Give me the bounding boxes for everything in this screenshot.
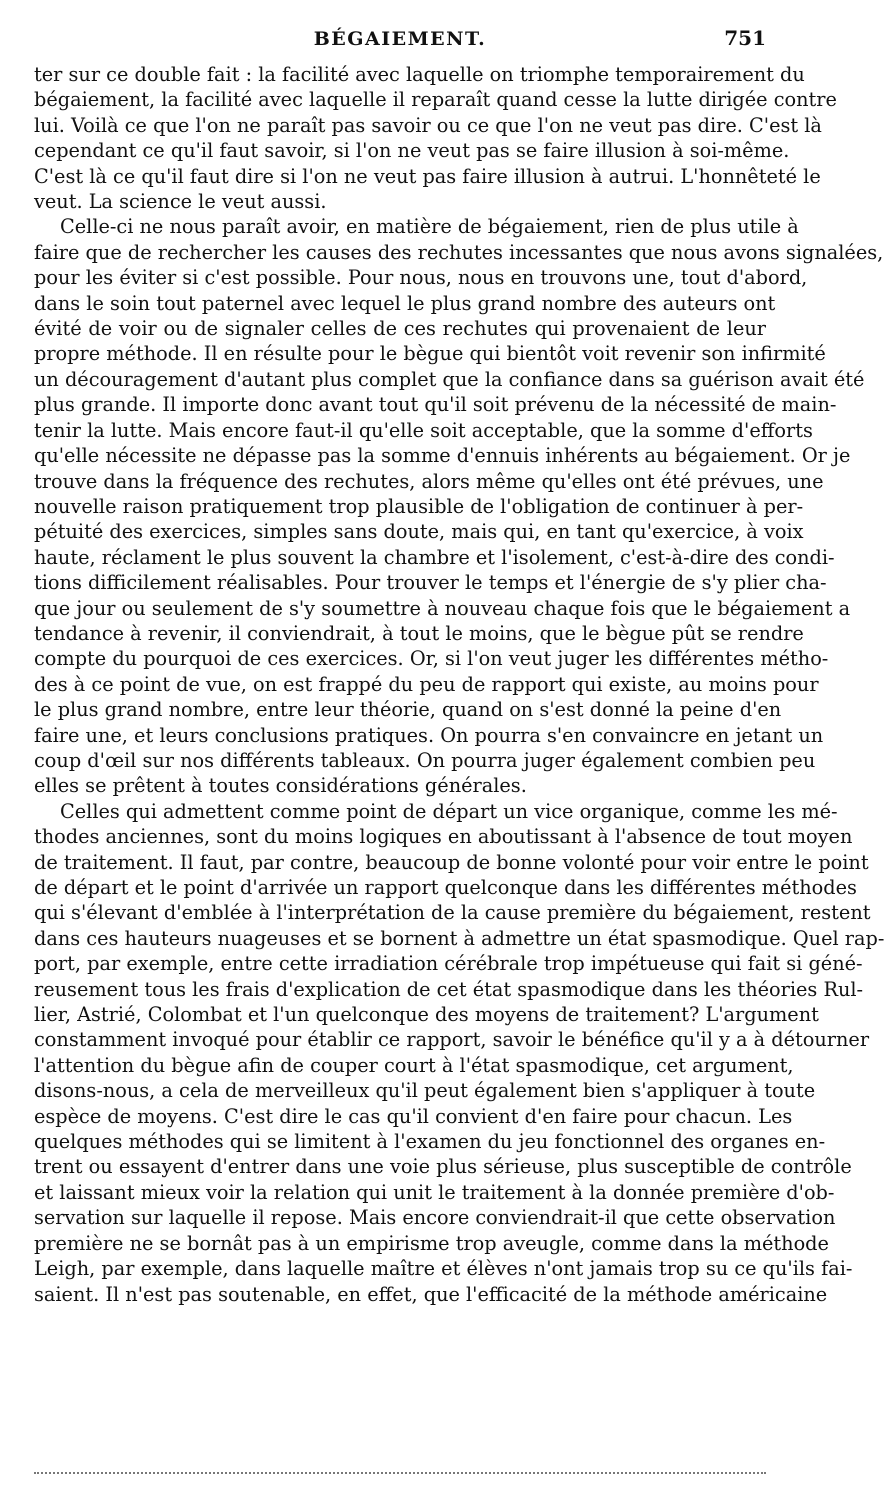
text-line: ter sur ce double fait : la facilité avec laquelle on triomphe temporairement du	[34, 63, 805, 86]
footer-dotted-rule	[34, 1472, 766, 1474]
text-line: de traitement. Il faut, par contre, beaucoup de bonne volonté pour voir entre le point	[34, 850, 869, 874]
text-line: l'attention du bègue afin de couper court à l'état spasmodique, cet argument,	[34, 1053, 794, 1077]
text-line: faire une, et leurs conclusions pratiques. On pourra s'en convaincre en jetant un	[34, 723, 824, 747]
body-text	[34, 62, 884, 1307]
text-line: plus grande. Il importe donc avant tout qu'il soit prévenu de la nécessité de main-	[34, 393, 837, 417]
running-title: BÉGAIEMENT.	[313, 28, 487, 50]
text-line: port, par exemple, entre cette irradiation cérébrale trop impétueuse qui fait si géné-	[34, 952, 863, 976]
text-line: bégaiement, la facilité avec laquelle il reparaît quand cesse la lutte dirigée contre	[34, 88, 837, 112]
text-line: elles se prêtent à toutes considérations générales.	[34, 774, 527, 798]
text-line: thodes anciennes, sont du moins logiques en aboutissant à l'absence de tout moyen	[34, 825, 853, 849]
text-line: Celle-ci ne nous paraît avoir, en matière de bégaiement, rien de plus utile à	[60, 215, 799, 239]
text-line: lui. Voilà ce que l'on ne paraît pas savoir ou ce que l'on ne veut pas dire. C'est là	[34, 113, 822, 137]
text-line: quelques méthodes qui se limitent à l'examen du jeu fonctionnel des organes en-	[34, 1130, 826, 1154]
text-line: de départ et le point d'arrivée un rapport quelconque dans les différentes méthodes	[34, 876, 857, 899]
text-line: un découragement d'autant plus complet que la confiance dans sa guérison avait été	[34, 367, 865, 391]
text-line: première ne se bornât pas à un empirisme trop aveugle, comme dans la méthode	[34, 1231, 829, 1255]
text-line: C'est là ce qu'il faut dire si l'on ne veut pas faire illusion à autrui. L'honnêteté le	[34, 164, 821, 188]
text-line: nouvelle raison pratiquement trop plausible de l'obligation de continuer à per-	[34, 494, 804, 518]
text-line: constamment invoqué pour établir ce rapport, savoir le bénéfice qu'il y a à détourner	[34, 1028, 870, 1052]
text-line: tendance à revenir, il conviendrait, à tout le moins, que le bègue pût se rendre	[34, 621, 804, 645]
text-line: dans ces hauteurs nuageuses et se bornent à admettre un état spasmodique. Quel rap-	[34, 926, 884, 950]
text-line: que jour ou seulement de s'y soumettre à nouveau chaque fois que le bégaiement a	[34, 596, 851, 620]
text-line: servation sur laquelle il repose. Mais encore conviendrait-il que cette observation	[34, 1206, 836, 1230]
text-line: le plus grand nombre, entre leur théorie, quand on s'est donné la peine d'en	[34, 698, 782, 722]
text-line: coup d'œil sur nos différents tableaux. On pourra juger également combien peu	[34, 748, 816, 772]
text-line: évité de voir ou de signaler celles de ces rechutes qui provenaient de leur	[34, 317, 766, 341]
text-line: lier, Astrié, Colombat et l'un quelconque des moyens de traitement? L'argument	[34, 1003, 819, 1027]
text-line: trent ou essayent d'entrer dans une voie plus sérieuse, plus susceptible de contrôle	[34, 1155, 852, 1179]
text-line: qu'elle nécessite ne dépasse pas la somme d'ennuis inhérents au bégaiement. Or je	[34, 444, 851, 468]
text-line: propre méthode. Il en résulte pour le bègue qui bientôt voit revenir son infirmité	[34, 342, 826, 366]
text-line: trouve dans la fréquence des rechutes, alors même qu'elles ont été prévues, une	[34, 469, 824, 493]
text-line: veut. La science le veut aussi.	[34, 190, 327, 214]
text-line: qui s'élevant d'emblée à l'interprétation de la cause première du bégaiement, restent	[34, 901, 871, 925]
text-line: espèce de moyens. C'est dire le cas qu'il convient d'en faire pour chacun. Les	[34, 1104, 793, 1128]
text-line: Celles qui admettent comme point de départ un vice organique, comme les mé-	[60, 799, 838, 823]
text-line: haute, réclament le plus souvent la chambre et l'isolement, c'est-à-dire des condi-	[34, 545, 835, 569]
paragraph	[34, 214, 884, 798]
text-line: reusement tous les frais d'explication de cet état spasmodique dans les théories Rul-	[34, 977, 864, 1001]
text-line: tions difficilement réalisables. Pour trouver le temps et l'énergie de s'y plier cha-	[34, 571, 827, 595]
text-line: cependant ce qu'il faut savoir, si l'on ne veut pas se faire illusion à soi-même.	[34, 139, 790, 163]
text-line: et laissant mieux voir la relation qui unit le traitement à la donnée première d'ob-	[34, 1180, 835, 1204]
page-header	[34, 28, 766, 58]
text-line: Leigh, par exemple, dans laquelle maître et élèves n'ont jamais trop su ce qu'ils fai-	[34, 1257, 853, 1281]
text-line: saient. Il n'est pas soutenable, en effet, que l'efficacité de la méthode américaine	[34, 1282, 828, 1306]
text-line: des à ce point de vue, on est frappé du peu de rapport qui existe, au moins pour	[34, 672, 819, 696]
text-line: pétuité des exercices, simples sans doute, mais qui, en tant qu'exercice, à voix	[34, 520, 804, 544]
paragraph	[34, 62, 837, 214]
text-line: pour les éviter si c'est possible. Pour nous, nous en trouvons une, tout d'abord,	[34, 266, 808, 290]
text-line: disons-nous, a cela de merveilleux qu'il peut également bien s'appliquer à toute	[34, 1079, 816, 1103]
text-line: compte du pourquoi de ces exercices. Or, si l'on veut juger les différentes métho-	[34, 647, 829, 671]
text-line: faire que de rechercher les causes des rechutes incessantes que nous avons signalées,	[34, 240, 884, 264]
paragraph	[34, 799, 884, 1307]
text-line: tenir la lutte. Mais encore faut-il qu'elle soit acceptable, que la somme d'efforts	[34, 418, 813, 442]
page-number: 751	[724, 26, 766, 50]
text-line: dans le soin tout paternel avec lequel le plus grand nombre des auteurs ont	[34, 291, 776, 315]
